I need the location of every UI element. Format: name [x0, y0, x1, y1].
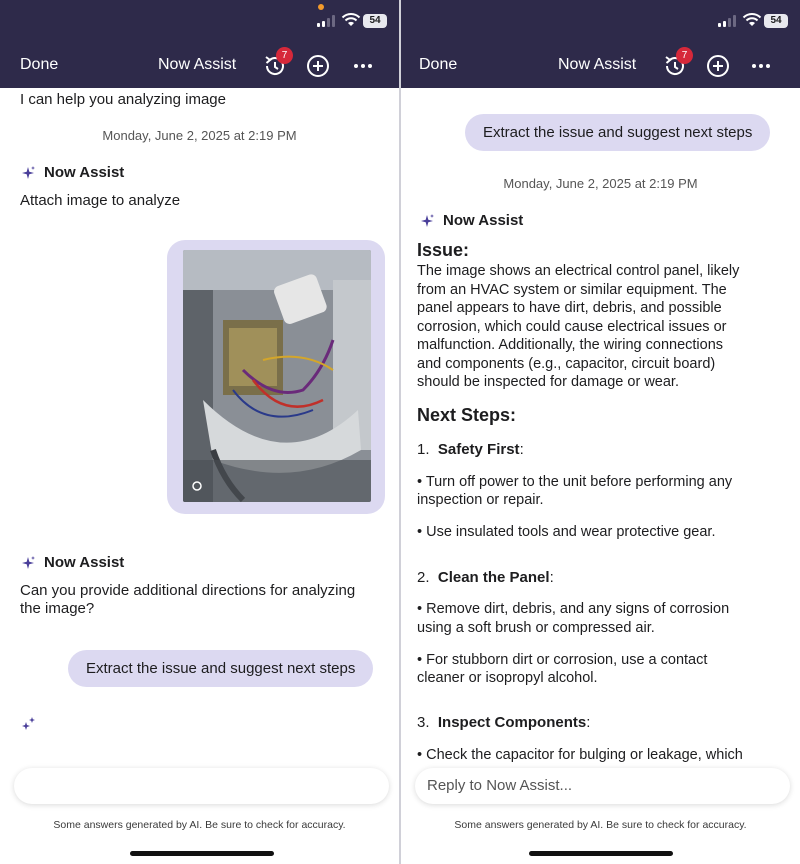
- assistant-sender: [20, 554, 124, 571]
- status-bar: [0, 0, 399, 42]
- step-number: 3.: [417, 714, 430, 731]
- assistant-sender: [419, 212, 523, 229]
- assistant-message: I can help you analyzing image: [20, 91, 226, 108]
- issue-heading: Issue:: [417, 240, 470, 260]
- step-colon: :: [549, 569, 554, 586]
- issue-line: malfunction. Additionally, the wiring connections: [417, 337, 724, 353]
- more-options-icon[interactable]: [750, 54, 772, 78]
- assistant-message-line: Can you provide additional directions for analyzing: [20, 582, 356, 599]
- nav-bar: [0, 42, 399, 88]
- assistant-message: Attach image to analyze: [20, 192, 181, 209]
- issue-line: should be inspected for damage or wear.: [417, 374, 679, 390]
- step-title: Inspect Components: [437, 714, 587, 731]
- step-bullet-line: • For stubborn dirt or corrosion, use a contact: [417, 652, 708, 668]
- issue-line: from an HVAC system or similar equipment. The: [417, 281, 727, 298]
- new-chat-plus-icon[interactable]: [706, 54, 730, 78]
- step-bullet-line: • Remove dirt, debris, and any signs of corrosion: [417, 601, 730, 617]
- ai-disclaimer: Some answers generated by AI. Be sure to check for accuracy.: [454, 819, 747, 831]
- user-message-bubble: Extract the issue and suggest next steps: [465, 114, 770, 151]
- done-button[interactable]: Done: [20, 56, 59, 73]
- more-options-icon[interactable]: [352, 54, 374, 78]
- step-heading: [417, 714, 590, 731]
- sparkle-icon: [419, 213, 435, 229]
- sparkle-icon: [20, 165, 36, 181]
- right-phone-screen: [401, 0, 800, 864]
- page-title: Now Assist: [558, 56, 637, 73]
- next-steps-heading: Next Steps:: [417, 405, 517, 425]
- step-bullet-line: using a soft brush or compressed air.: [417, 620, 655, 636]
- step-number: 2.: [417, 569, 430, 586]
- chat-thread[interactable]: [0, 88, 399, 778]
- history-count-badge: 7: [676, 47, 693, 64]
- hvac-panel-photo[interactable]: [183, 250, 371, 502]
- assistant-sender: [20, 164, 124, 181]
- page-title: Now Assist: [158, 56, 237, 73]
- left-phone-screen: [0, 0, 399, 864]
- home-indicator: [130, 851, 274, 856]
- cellular-signal-icon: [718, 15, 736, 27]
- wifi-icon: [742, 12, 762, 28]
- step-title: Clean the Panel: [437, 569, 550, 586]
- battery-indicator: 54: [363, 14, 387, 28]
- step-colon: :: [519, 441, 524, 458]
- step-heading: [417, 569, 554, 586]
- message-timestamp: Monday, June 2, 2025 at 2:19 PM: [503, 176, 698, 191]
- typing-sparkle-icon: [20, 716, 36, 732]
- sparkle-icon: [20, 555, 36, 571]
- user-message-bubble: Extract the issue and suggest next steps: [68, 650, 373, 687]
- status-bar: [401, 0, 800, 42]
- privacy-indicator-dot: [318, 4, 324, 10]
- new-chat-plus-icon[interactable]: [306, 54, 330, 78]
- step-bullet-line: cleaner or isopropyl alcohol.: [417, 670, 598, 686]
- step-colon: :: [586, 714, 591, 731]
- chat-thread[interactable]: [401, 88, 800, 778]
- battery-indicator: 54: [764, 14, 788, 28]
- ai-disclaimer: Some answers generated by AI. Be sure to check for accuracy.: [53, 819, 346, 831]
- step-title: Safety First: [437, 441, 520, 458]
- sender-name: Now Assist: [44, 164, 125, 181]
- nav-bar: [401, 42, 800, 88]
- issue-line: and components (e.g., capacitor, circuit board): [417, 355, 716, 372]
- issue-line: The image shows an electrical control panel, likely: [417, 263, 740, 279]
- reply-input[interactable]: [14, 768, 389, 804]
- step-bullet-line: • Check the capacitor for bulging or leakage, which: [417, 747, 743, 763]
- sender-name: Now Assist: [443, 212, 524, 229]
- home-indicator: [529, 851, 673, 856]
- step-heading: [417, 441, 524, 458]
- reply-input[interactable]: Reply to Now Assist...: [415, 768, 790, 804]
- step-bullet-line: inspection or repair.: [417, 492, 544, 508]
- attached-image-bubble[interactable]: [167, 240, 385, 514]
- sender-name: Now Assist: [44, 554, 125, 571]
- step-bullet-line: • Use insulated tools and wear protective gear.: [417, 524, 716, 540]
- step-bullet-line: • Turn off power to the unit before performing any: [417, 474, 733, 490]
- issue-line: panel appears to have dirt, debris, and possible: [417, 300, 722, 316]
- assistant-message-line: the image?: [20, 600, 95, 617]
- wifi-icon: [341, 12, 361, 28]
- cellular-signal-icon: [317, 15, 335, 27]
- history-count-badge: 7: [276, 47, 293, 64]
- done-button[interactable]: Done: [419, 56, 458, 73]
- step-number: 1.: [417, 441, 430, 458]
- issue-line: corrosion, which could cause electrical issues or: [417, 318, 727, 335]
- message-timestamp: Monday, June 2, 2025 at 2:19 PM: [102, 128, 297, 143]
